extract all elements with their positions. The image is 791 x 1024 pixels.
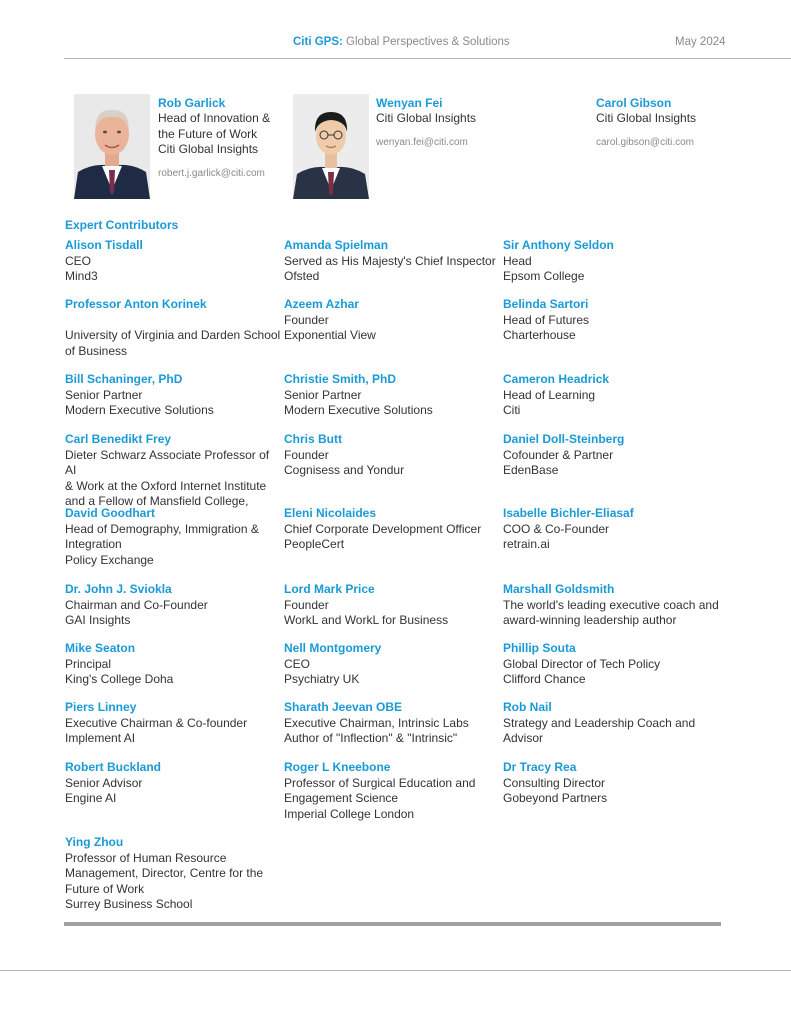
contributor-line: Ofsted	[284, 269, 320, 283]
author-photo-wenyan-fei	[293, 94, 369, 199]
contributor-line: Head of Learning	[503, 387, 596, 402]
contributor-line: Head	[503, 253, 532, 268]
contributor-line: Future of Work	[65, 881, 145, 896]
contributor-line: Professor of Surgical Education and	[284, 775, 476, 790]
contributor-line: CEO	[65, 253, 92, 268]
contributor-line: Modern Executive Solutions	[284, 403, 433, 417]
contributor-name: Nell Montgomery	[284, 641, 382, 655]
contributor-entry	[503, 641, 719, 688]
author-title-line: Citi Global Insights	[158, 142, 259, 156]
expert-contributors-heading: Expert Contributors	[65, 218, 179, 232]
author-name: Rob Garlick	[158, 96, 226, 110]
contributor-name: Azeem Azhar	[284, 297, 359, 311]
contributor-line: Cofounder & Partner	[503, 447, 614, 462]
author-email[interactable]: wenyan.fei@citi.com	[376, 136, 468, 148]
contributor-name: Daniel Doll-Steinberg	[503, 432, 625, 446]
contributor-line: of Business	[65, 343, 128, 358]
contributor-line: retrain.ai	[503, 537, 550, 551]
author-carol-gibson	[596, 96, 696, 149]
contributor-entry	[503, 238, 719, 285]
contributor-name: Roger L Kneebone	[284, 760, 391, 774]
author-rob-garlick	[158, 96, 270, 180]
contributor-name: Eleni Nicolaides	[284, 506, 377, 520]
contributor-line: Management, Director, Centre for the	[65, 866, 264, 880]
contributor-line: COO & Co-Founder	[503, 521, 610, 536]
author-title-line: the Future of Work	[158, 126, 258, 141]
contributor-line: Modern Executive Solutions	[65, 403, 214, 417]
contributor-line: WorkL and WorkL for Business	[284, 613, 449, 627]
contributor-name: Rob Nail	[503, 700, 552, 714]
author-photo-rob-garlick	[74, 94, 150, 199]
author-title-line: Head of Innovation &	[158, 111, 271, 125]
contributor-line: Policy Exchange	[65, 552, 154, 567]
contributor-line: Senior Advisor	[65, 775, 143, 790]
header-divider	[64, 58, 791, 59]
author-email[interactable]: carol.gibson@citi.com	[596, 136, 694, 148]
contributor-line: Psychiatry UK	[284, 672, 360, 686]
contributor-line: Consulting Director	[503, 775, 606, 790]
contributor-line: Principal	[65, 656, 112, 671]
contributor-name: Amanda Spielman	[284, 238, 389, 252]
contributor-line: Integration	[65, 537, 122, 551]
contributor-name: Christie Smith, PhD	[284, 372, 397, 386]
contributor-name: Robert Buckland	[65, 760, 162, 774]
contributor-line: Senior Partner	[284, 387, 362, 402]
contributor-line: Head of Demography, Immigration &	[65, 521, 259, 536]
author-wenyan-fei	[376, 96, 476, 149]
contributor-line: and a Fellow of Mansfield College,	[65, 494, 249, 508]
contributor-entry	[284, 641, 500, 688]
contributor-line: Chairman and Co-Founder	[65, 597, 208, 612]
contributor-entry	[65, 641, 281, 688]
contributor-entry	[503, 372, 719, 419]
author-name: Carol Gibson	[596, 96, 672, 110]
contributor-name: Sir Anthony Seldon	[503, 238, 614, 252]
contributor-line: award-winning leadership author	[503, 613, 677, 627]
contributor-name: Ying Zhou	[65, 835, 124, 849]
contributor-line: Implement AI	[65, 731, 136, 745]
contributor-line: & Work at the Oxford Internet Institute	[65, 478, 267, 493]
contributor-line: Founder	[284, 597, 329, 612]
contributor-line: Citi	[503, 403, 521, 417]
contributor-entry	[284, 506, 500, 553]
author-title-line: Citi Global Insights	[376, 111, 477, 125]
contributor-name: Carl Benedikt Frey	[65, 432, 172, 446]
contributor-line: Global Director of Tech Policy	[503, 656, 661, 671]
contributor-entry	[284, 582, 500, 629]
report-title	[293, 36, 510, 48]
contributor-line: CEO	[284, 656, 311, 671]
contributor-entry	[65, 372, 281, 419]
contributor-entry	[284, 238, 500, 285]
contributor-line: Engagement Science	[284, 791, 399, 805]
contributor-line: Executive Chairman & Co-founder	[65, 715, 248, 730]
brand-name: Citi GPS:	[293, 36, 343, 48]
contributor-name: Isabelle Bichler-Eliasaf	[503, 506, 634, 520]
contributor-line: Epsom College	[503, 269, 585, 283]
contributor-entry	[503, 506, 719, 553]
contributor-entry	[284, 372, 500, 419]
contributor-entry	[65, 760, 281, 807]
contributor-name: Alison Tisdall	[65, 238, 143, 252]
contributor-line: Founder	[284, 312, 329, 327]
contributor-line: PeopleCert	[284, 537, 345, 551]
contributor-entry	[284, 432, 500, 479]
contributor-name: Sharath Jeevan OBE	[284, 700, 403, 714]
contributor-name: Chris Butt	[284, 432, 342, 446]
contributor-name: Mike Seaton	[65, 641, 136, 655]
contributor-entry	[284, 297, 500, 344]
contributor-entry	[284, 760, 500, 822]
contributor-line: Advisor	[503, 731, 544, 745]
contributor-line: Executive Chairman, Intrinsic Labs	[284, 715, 469, 730]
contributor-line: Professor of Human Resource	[65, 850, 227, 865]
contributor-line: Imperial College London	[284, 806, 415, 821]
author-title-line: Citi Global Insights	[596, 111, 697, 125]
contributor-line: Surrey Business School	[65, 897, 193, 911]
contributor-line: King's College Doha	[65, 672, 174, 686]
contributor-entry	[503, 760, 719, 807]
contributor-entry	[284, 700, 500, 747]
contributor-entry	[65, 506, 281, 568]
contributor-line: EdenBase	[503, 463, 559, 477]
contributor-name: Lord Mark Price	[284, 582, 375, 596]
report-subtitle: Global Perspectives & Solutions	[346, 36, 510, 48]
contributor-entry	[503, 582, 719, 629]
contributor-name: Piers Linney	[65, 700, 137, 714]
contributor-entry	[65, 835, 281, 913]
author-name: Wenyan Fei	[376, 96, 443, 110]
contributor-name: Cameron Headrick	[503, 372, 610, 386]
contributor-line: Cognisess and Yondur	[284, 463, 405, 477]
contributor-line: Engine AI	[65, 791, 117, 805]
contributor-entry	[65, 297, 281, 359]
contributor-line: Chief Corporate Development Officer	[284, 521, 482, 536]
contributor-line: Charterhouse	[503, 328, 576, 342]
contributor-line: Exponential View	[284, 328, 376, 342]
contributor-entry	[65, 238, 281, 285]
footer-divider	[0, 970, 791, 971]
contributor-line: Founder	[284, 447, 329, 462]
contributor-line: Author of "Inflection" & "Intrinsic"	[284, 731, 458, 745]
contributor-line: University of Virginia and Darden School	[65, 328, 281, 342]
section-end-bar	[64, 922, 721, 926]
contributor-line: GAI Insights	[65, 613, 131, 627]
contributor-line: Gobeyond Partners	[503, 791, 608, 805]
contributor-name: Phillip Souta	[503, 641, 576, 655]
report-date: May 2024	[675, 36, 726, 48]
contributor-entry	[65, 582, 281, 629]
contributor-line: The world's leading executive coach and	[503, 597, 719, 612]
contributor-line: Senior Partner	[65, 387, 143, 402]
author-email[interactable]: robert.j.garlick@citi.com	[158, 167, 265, 179]
contributor-name: Professor Anton Korinek	[65, 297, 207, 311]
contributor-line: Mind3	[65, 269, 98, 283]
contributor-name: Dr Tracy Rea	[503, 760, 577, 774]
contributor-line: Strategy and Leadership Coach and	[503, 715, 696, 730]
contributor-name: Dr. John J. Sviokla	[65, 582, 172, 596]
contributor-entry	[503, 700, 719, 747]
contributor-entry	[503, 432, 719, 479]
contributor-line: Dieter Schwarz Associate Professor of AI	[65, 447, 270, 477]
contributor-name: Belinda Sartori	[503, 297, 589, 311]
contributor-line: Head of Futures	[503, 312, 590, 327]
contributor-name: Marshall Goldsmith	[503, 582, 615, 596]
contributor-line	[65, 313, 281, 329]
contributor-line: Served as His Majesty's Chief Inspector	[284, 253, 496, 268]
contributor-line: Clifford Chance	[503, 672, 586, 686]
contributor-name: Bill Schaninger, PhD	[65, 372, 183, 386]
contributor-name: David Goodhart	[65, 506, 156, 520]
contributor-entry	[65, 432, 281, 510]
contributor-entry	[65, 700, 281, 747]
contributor-entry	[503, 297, 719, 344]
